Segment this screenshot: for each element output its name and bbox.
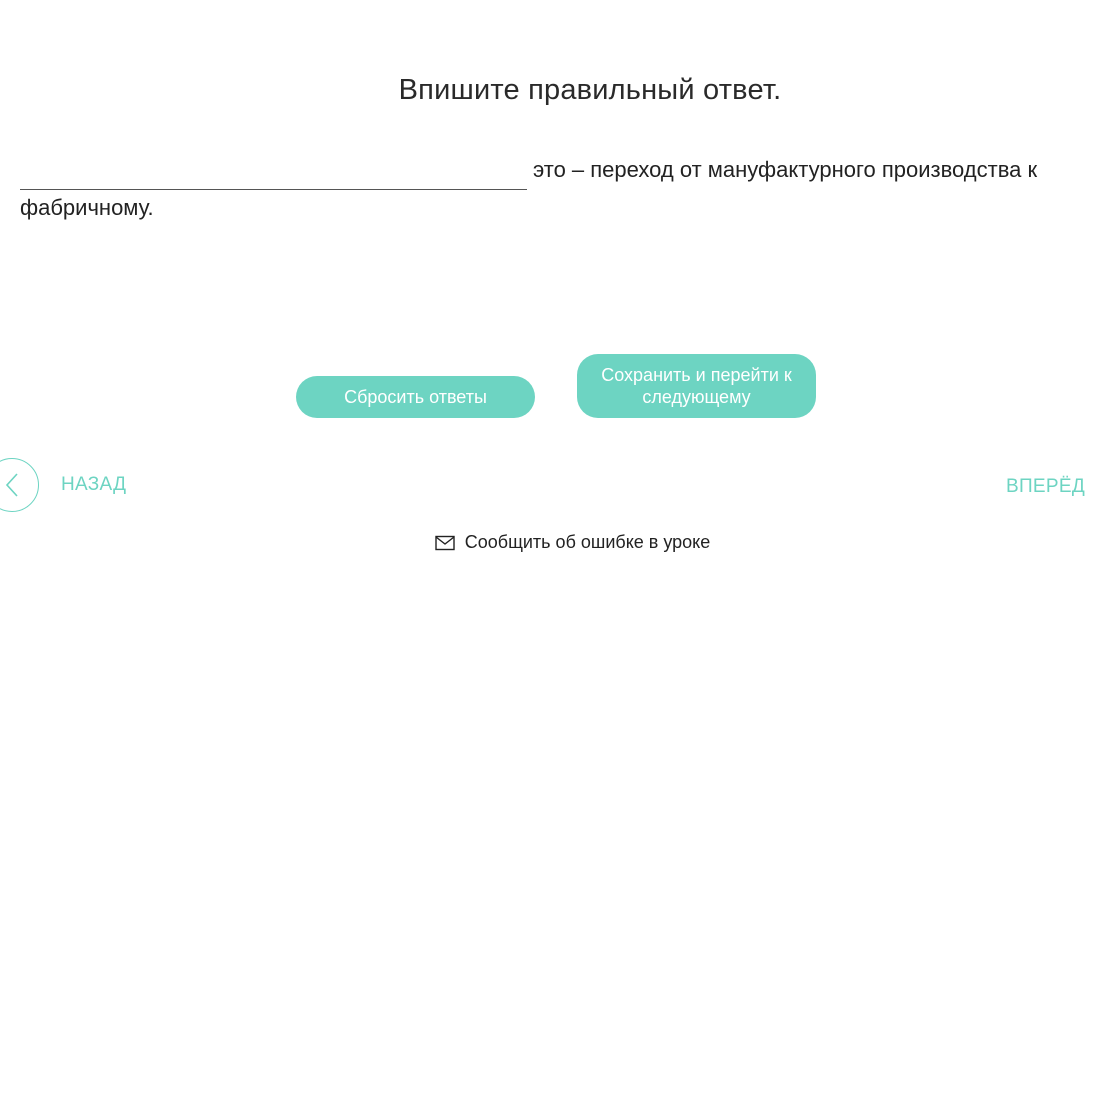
- back-label[interactable]: НАЗАД: [61, 474, 127, 495]
- answer-input[interactable]: [20, 161, 527, 190]
- reset-answers-button[interactable]: Сбросить ответы: [296, 376, 535, 418]
- back-nav[interactable]: [0, 458, 126, 512]
- mail-icon: [435, 535, 455, 551]
- question-text: это – переход от мануфактурного производства к фабричному.: [20, 157, 1038, 220]
- save-and-next-button[interactable]: Сохранить и перейти к следующему: [577, 354, 816, 418]
- back-button[interactable]: [0, 458, 39, 512]
- question-block: [20, 152, 1082, 226]
- forward-nav[interactable]: [1006, 476, 1085, 498]
- report-error-link[interactable]: [0, 532, 1099, 553]
- report-error-label[interactable]: Сообщить об ошибке в уроке: [464, 532, 711, 552]
- forward-label[interactable]: ВПЕРЁД: [1005, 476, 1085, 497]
- chevron-left-icon: [5, 472, 19, 498]
- task-title: Впишите правильный ответ.: [398, 74, 782, 106]
